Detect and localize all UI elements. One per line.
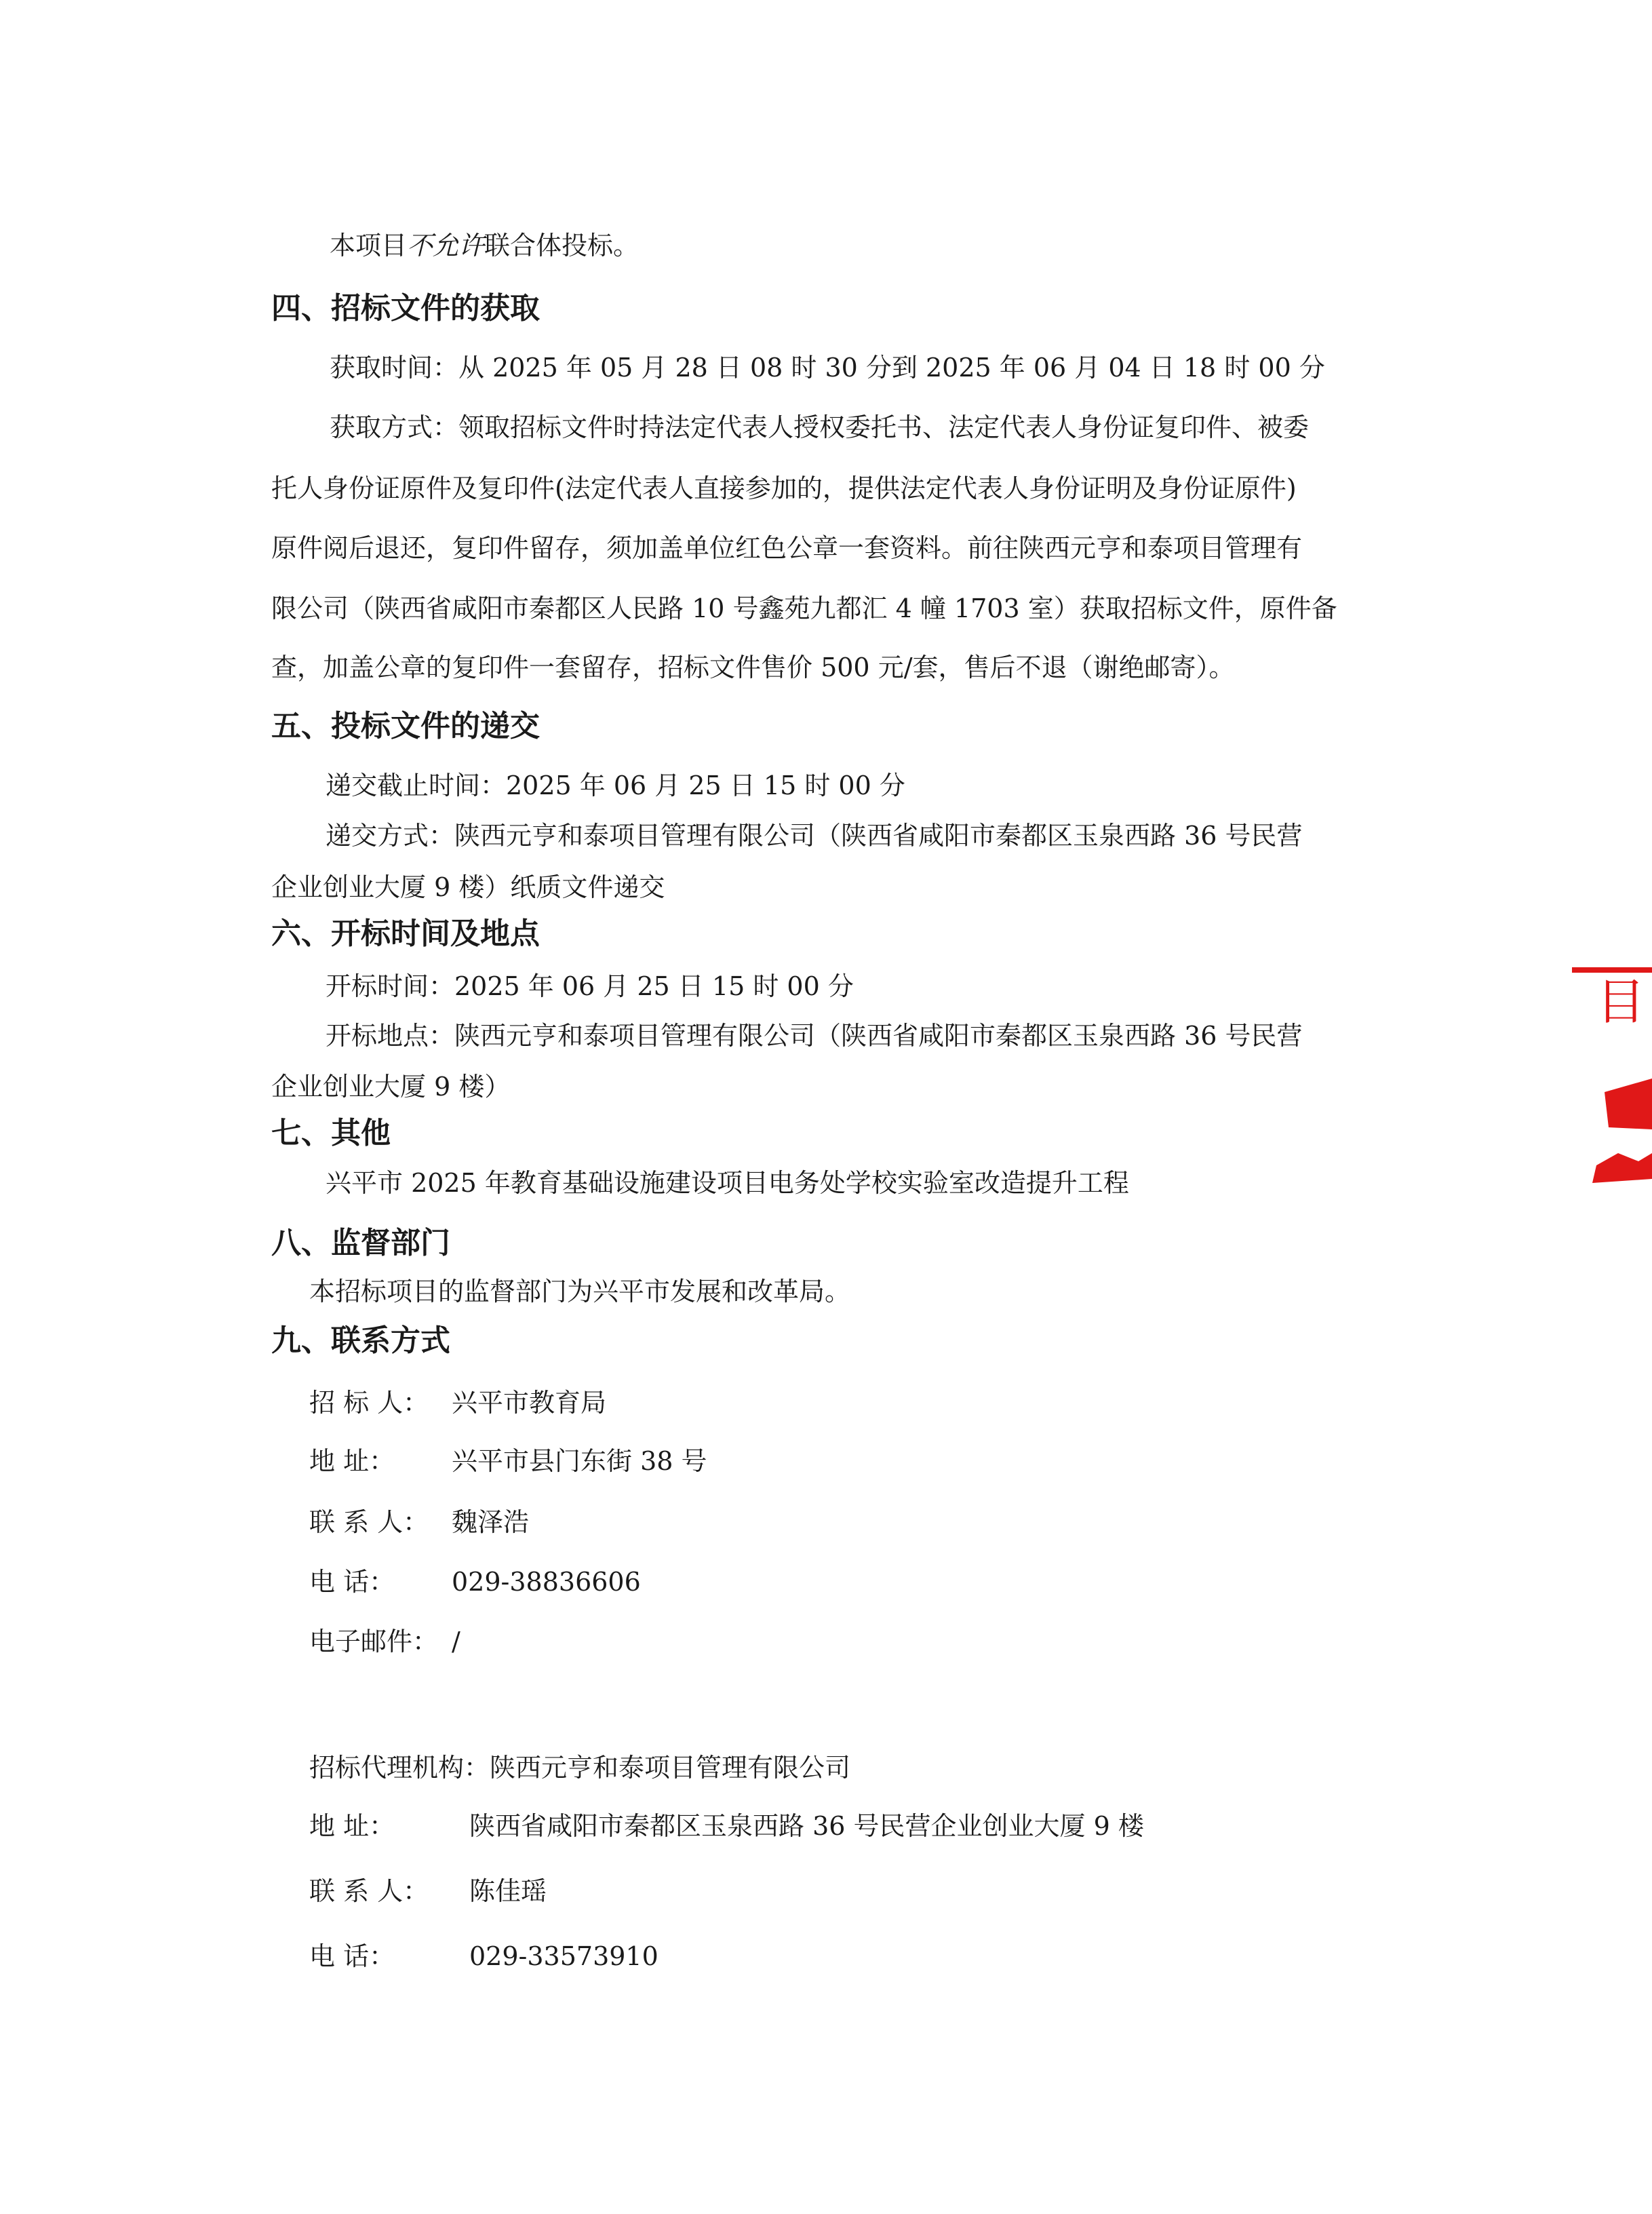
tenderer-contact-row [309, 1507, 529, 1537]
agency-value: 陕西元亨和泰项目管理有限公司 [490, 1753, 851, 1783]
consortium-text-before: 本项目 [330, 231, 408, 260]
section7-heading: 七、其他 [271, 1116, 391, 1150]
tenderer-address-value: 兴平市县门东街 38 号 [452, 1446, 707, 1476]
section5-heading: 五、投标文件的递交 [271, 709, 540, 743]
section4-method-line-3: 原件阅后退还，复印件留存，须加盖单位红色公章一套资料。前往陕西元亨和泰项目管理有 [271, 533, 1303, 563]
section8-text: 本招标项目的监督部门为兴平市发展和改革局。 [309, 1277, 851, 1306]
section5-method-line-1: 递交方式：陕西元亨和泰项目管理有限公司（陕西省咸阳市秦都区玉泉西路 36 号民营 [326, 821, 1303, 851]
agency-address-label: 地 址： [309, 1811, 395, 1841]
agency-contact-label: 联 系 人： [309, 1876, 429, 1906]
tenderer-address-label: 地 址： [309, 1446, 395, 1476]
tenderer-email-value: / [452, 1627, 460, 1656]
section6-heading: 六、开标时间及地点 [271, 916, 540, 951]
agency-label: 招标代理机构： [309, 1753, 490, 1783]
agency-address-row [309, 1811, 1144, 1841]
section4-method-line-1: 获取方式：领取招标文件时持法定代表人授权委托书、法定代表人身份证复印件、被委 [330, 412, 1310, 442]
consortium-paragraph [330, 231, 639, 260]
section4-time: 获取时间：从 2025 年 05 月 28 日 08 时 30 分到 2025 年 06 月 04 日 18 时 00 分 [330, 353, 1325, 383]
agency-phone-value: 029-33573910 [469, 1941, 658, 1971]
agency-contact-value: 陈佳瑶 [469, 1876, 547, 1906]
section7-text: 兴平市 2025 年教育基础设施建设项目电务处学校实验室改造提升工程 [326, 1168, 1129, 1198]
section4-method-line-4: 限公司（陕西省咸阳市秦都区人民路 10 号鑫苑九都汇 4 幢 1703 室）获取招标文件，原件备 [271, 594, 1337, 623]
tenderer-email-label: 电子邮件： [309, 1627, 439, 1656]
section4-heading: 四、招标文件的获取 [271, 291, 540, 326]
section6-place-line-2: 企业创业大厦 9 楼） [271, 1072, 511, 1102]
tenderer-phone-label: 电 话： [309, 1567, 395, 1597]
section6-place-line-1: 开标地点：陕西元亨和泰项目管理有限公司（陕西省咸阳市秦都区玉泉西路 36 号民营 [326, 1021, 1303, 1051]
section5-method-line-2: 企业创业大厦 9 楼）纸质文件递交 [271, 872, 665, 902]
red-seal-fragment [1564, 950, 1652, 1221]
section4-method-line-5: 查，加盖公章的复印件一套留存，招标文件售价 500 元/套，售后不退（谢绝邮寄）。 [271, 653, 1235, 682]
consortium-text-after: 联合体投标。 [484, 231, 640, 260]
tenderer-contact-label: 联 系 人： [309, 1507, 429, 1537]
tenderer-phone-row [309, 1567, 641, 1597]
agency-phone-row [309, 1941, 658, 1971]
section8-heading: 八、监督部门 [271, 1226, 450, 1260]
tenderer-label: 招 标 人： [309, 1388, 429, 1418]
agency-contact-row [309, 1876, 547, 1906]
section6-time: 开标时间：2025 年 06 月 25 日 15 时 00 分 [326, 971, 854, 1001]
tenderer-address-row [309, 1446, 707, 1476]
tenderer-contact-value: 魏泽浩 [452, 1507, 530, 1537]
section5-deadline: 递交截止时间：2025 年 06 月 25 日 15 时 00 分 [326, 771, 905, 800]
section9-heading: 九、联系方式 [271, 1323, 450, 1358]
agency-phone-label: 电 话： [309, 1941, 395, 1971]
consortium-emphasis: 不允许 [407, 231, 485, 260]
tenderer-value: 兴平市教育局 [452, 1388, 607, 1418]
section4-method-line-2: 托人身份证原件及复印件(法定代表人直接参加的，提供法定代表人身份证明及身份证原件) [271, 473, 1297, 503]
seal-character: 目 [1596, 973, 1646, 1030]
tenderer-phone-value: 029-38836606 [452, 1567, 641, 1597]
tenderer-row [309, 1388, 606, 1418]
agency-row [309, 1753, 850, 1783]
tenderer-email-row [309, 1627, 460, 1656]
agency-address-value: 陕西省咸阳市秦都区玉泉西路 36 号民营企业创业大厦 9 楼 [469, 1811, 1144, 1841]
